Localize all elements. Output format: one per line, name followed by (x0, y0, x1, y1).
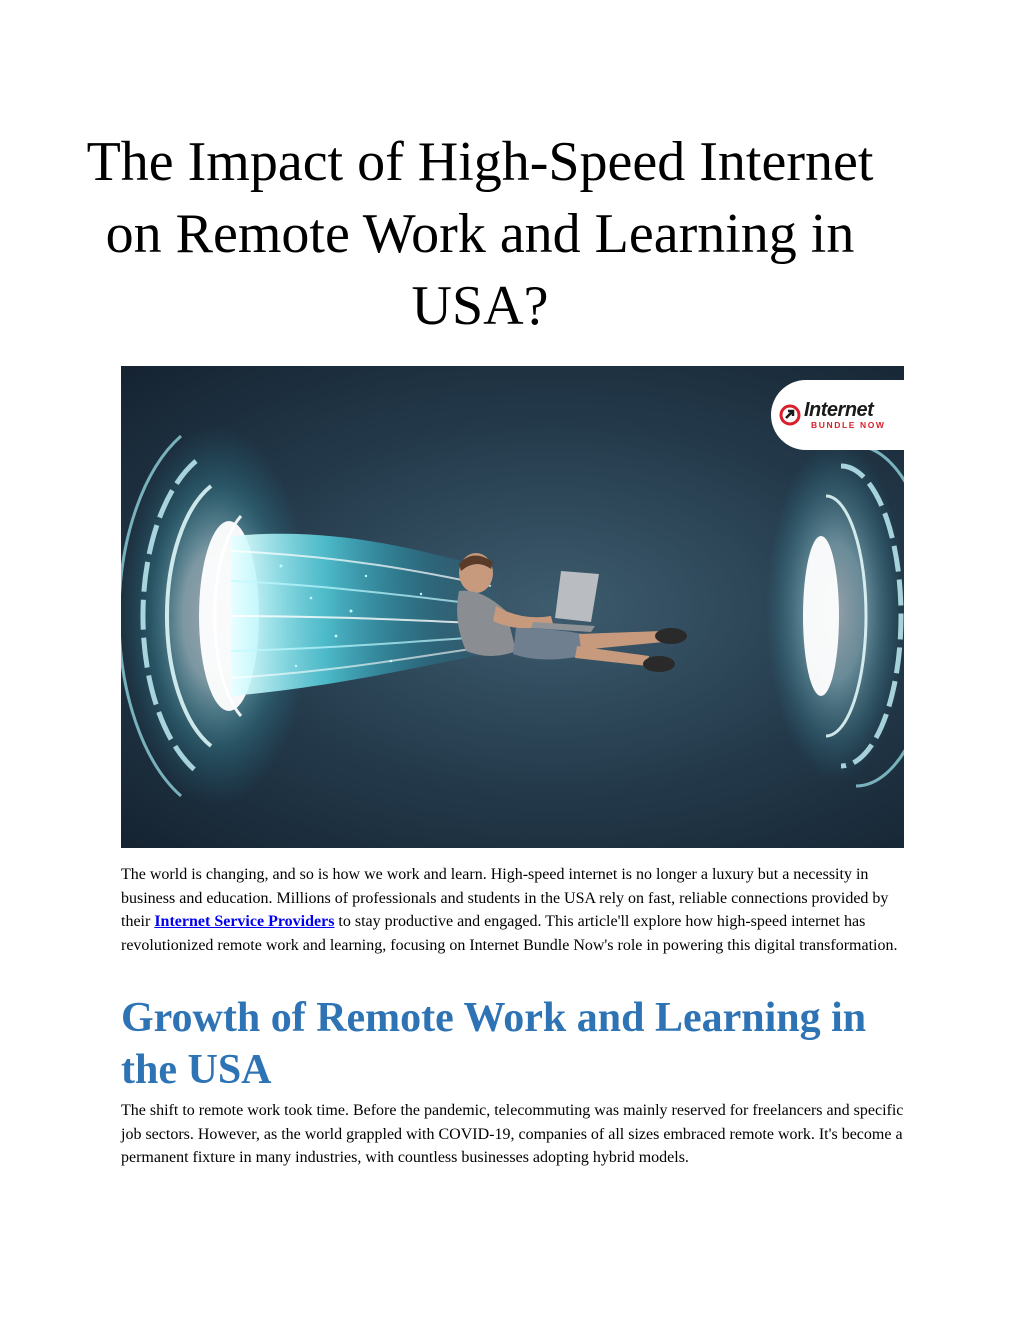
logo-arrow-icon (779, 404, 801, 426)
hero-image (121, 366, 904, 848)
right-portal (766, 441, 904, 786)
logo-wordmark: Internet (804, 399, 874, 421)
section-heading: Growth of Remote Work and Learning in the USA (121, 995, 867, 1093)
intro-paragraph (121, 863, 906, 957)
intro-text-end: to stay productive and engaged. This article'll explore how high-speed internet has revolutionized remote work and learning, focusing on Internet Bundle Now's role in powering this digital transformation. (121, 913, 898, 954)
intro-text-start: The world is changing, and so is how we work and learn. High-speed internet is no longer a luxury but a necessity in business and education. Millions of professionals and students in the USA rely on fast, reliable connections provided by their (121, 866, 889, 931)
isp-link[interactable]: Internet Service Providers (154, 913, 335, 931)
floating-man (457, 553, 687, 672)
logo-subtext: BUNDLE NOW (811, 420, 886, 430)
brand-logo (771, 380, 904, 450)
article-title: The Impact of High-Speed Internet on Remote Work and Learning in USA? (86, 131, 874, 337)
section-paragraph: The shift to remote work took time. Before the pandemic, telecommuting was mainly reserved for freelancers and specific job sectors. However, as the world grappled with COVID-19, companies of all sizes embraced remote work. It's become a permanent fixture in many industries, with countless businesses adopting hybrid models. (121, 1102, 904, 1167)
